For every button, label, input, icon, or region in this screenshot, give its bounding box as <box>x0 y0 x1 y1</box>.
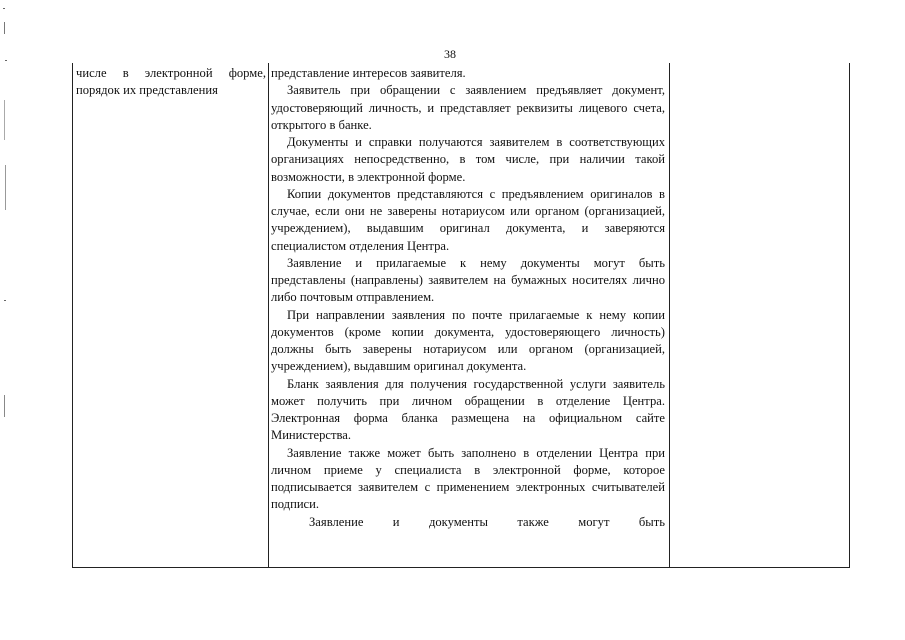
scan-mark <box>4 100 5 140</box>
scan-margin-marks <box>0 0 14 640</box>
scan-mark <box>3 8 5 9</box>
scan-mark <box>4 395 5 417</box>
paragraph: Копии документов представляются с предъявлением оригиналов в случае, если они не заверены нотариусом или органом (организацией, учреждением), выдавшим оригинал документа, и заверяются специалистом отделения Центра. <box>271 186 665 253</box>
column-divider <box>669 63 670 567</box>
paragraph: Бланк заявления для получения государственной услуги заявитель может получить при личном обращении в отделение Центра. Электронная форма бланка размещена на официальном сайте Министерства. <box>271 376 665 443</box>
scan-mark <box>4 300 6 301</box>
paragraph: Заявитель при обращении с заявлением предъявляет документ, удостоверяющий личность, и представляет реквизиты лицевого счета, открытого в банке. <box>271 83 665 132</box>
column-divider <box>268 63 269 567</box>
paragraph: Заявление и прилагаемые к нему документы могут быть представлены (направлены) заявителем на бумажных носителях лично либо почтовым отправлением. <box>271 255 665 305</box>
cell-line: порядок их представления <box>76 83 218 98</box>
paragraph: Заявление и документы также могут быть <box>309 514 665 529</box>
paragraph: Документы и справки получаются заявителем в соответствующих организациях непосредственно, в том числе, при наличии такой возможности, в электронной форме. <box>271 135 665 184</box>
scan-mark <box>5 165 6 210</box>
page-number: 38 <box>444 47 456 61</box>
paragraph: При направлении заявления по почте прилагаемые к нему копии документов (кроме копии документа, удостоверяющего личность) должны быть заверены нотариусом или органом (организацией, учреждением), выдавшим оригинал документа. <box>271 307 665 374</box>
paragraph: представление интересов заявителя. <box>271 66 466 80</box>
table-cell-description <box>271 65 665 531</box>
paragraph: Заявление также может быть заполнено в отделении Центра при личном приеме у специалиста в электронной форме, которое подписывается заявителем с применением электронных считывателей подписи. <box>271 445 665 512</box>
table-cell-requirement <box>76 65 266 100</box>
scan-mark <box>4 22 5 34</box>
cell-line: числе в электронной форме, <box>76 66 266 80</box>
scan-mark <box>5 60 7 61</box>
